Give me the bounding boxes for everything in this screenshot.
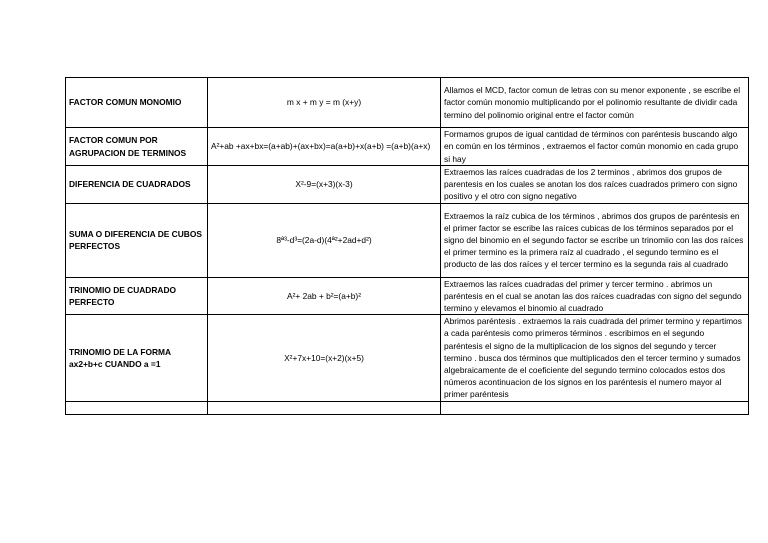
method-description: Formamos grupos de igual cantidad de términos con paréntesis buscando algo en común en los términos , extraemos el factor común monomio en cada grupo si hay [441, 128, 749, 166]
table-row [66, 315, 749, 401]
method-name: DIFERENCIA DE CUADRADOS [66, 166, 208, 204]
table-row [66, 203, 749, 277]
method-description: Allamos el MCD, factor comun de letras con su menor exponente , se escribe el factor común monomio multiplicando por el polinomio resultante de dividir cada termino del polinomio original entre el factor común [441, 78, 749, 128]
method-description: Extraemos las raíces cuadradas del primer y tercer termino . abrimos un paréntesis en el cual se anotan las dos raíces cuadradas con signo del segundo termino y elevamos el binomio al cuadrado [441, 277, 749, 315]
method-example: A²+ab +ax+bx=(a+ab)+(ax+bx)=a(a+b)+x(a+b) =(a+b)(a+x) [208, 128, 441, 166]
method-name: FACTOR COMUN MONOMIO [66, 78, 208, 128]
method-example: X²-9=(x+3)(x-3) [208, 166, 441, 204]
method-example: X²+7x+10=(x+2)(x+5) [208, 315, 441, 401]
method-name: TRINOMIO DE CUADRADO PERFECTO [66, 277, 208, 315]
method-example: m x + m y = m (x+y) [208, 78, 441, 128]
method-example: 8ª³-d³=(2a-d)(4ª²+2ad+d²) [208, 203, 441, 277]
method-name: TRINOMIO DE LA FORMA ax2+b+c CUANDO a =1 [66, 315, 208, 401]
method-description [441, 401, 749, 414]
method-name: FACTOR COMUN POR AGRUPACION DE TERMINOS [66, 128, 208, 166]
method-description: Extraemos las raíces cuadradas de los 2 terminos , abrimos dos grupos de parentesis en los cuales se anotan los dos raíces cuadrados primero con signo positivo y el otro con signo negativo [441, 166, 749, 204]
table-row [66, 78, 749, 128]
table-row [66, 128, 749, 166]
table-row [66, 401, 749, 414]
method-example [208, 401, 441, 414]
factoring-methods-table [65, 77, 749, 415]
method-name [66, 401, 208, 414]
table-row [66, 277, 749, 315]
table-row [66, 166, 749, 204]
method-name: SUMA O DIFERENCIA DE CUBOS PERFECTOS [66, 203, 208, 277]
method-description: Abrimos paréntesis . extraemos la rais cuadrada del primer termino y repartimos a cada paréntesis como primeros términos . escribimos en el segundo paréntesis el signo de la multiplicacion de los signos del segundo y tercer termino . busca dos términos que multiplicados den el tercer termino y sumados algebraicamente de el coeficiente del segundo termino colocados estos dos números acontinuacion de los signos en los paréntesis el numero mayor al primer paréntesis [441, 315, 749, 401]
method-description: Extraemos la raíz cubica de los términos , abrimos dos grupos de paréntesis en el primer factor se escribe las raíces cubicas de los términos separados por el signo del binomio en el segundo factor se escribe un trinomiio con las dos raíces el primer termino es la primera raíz al cuadrado , el segundo termino es el producto de las dos raíces y el tercer termino es la segunda rais al cuadrado [441, 203, 749, 277]
method-example: A²+ 2ab + b²=(a+b)² [208, 277, 441, 315]
